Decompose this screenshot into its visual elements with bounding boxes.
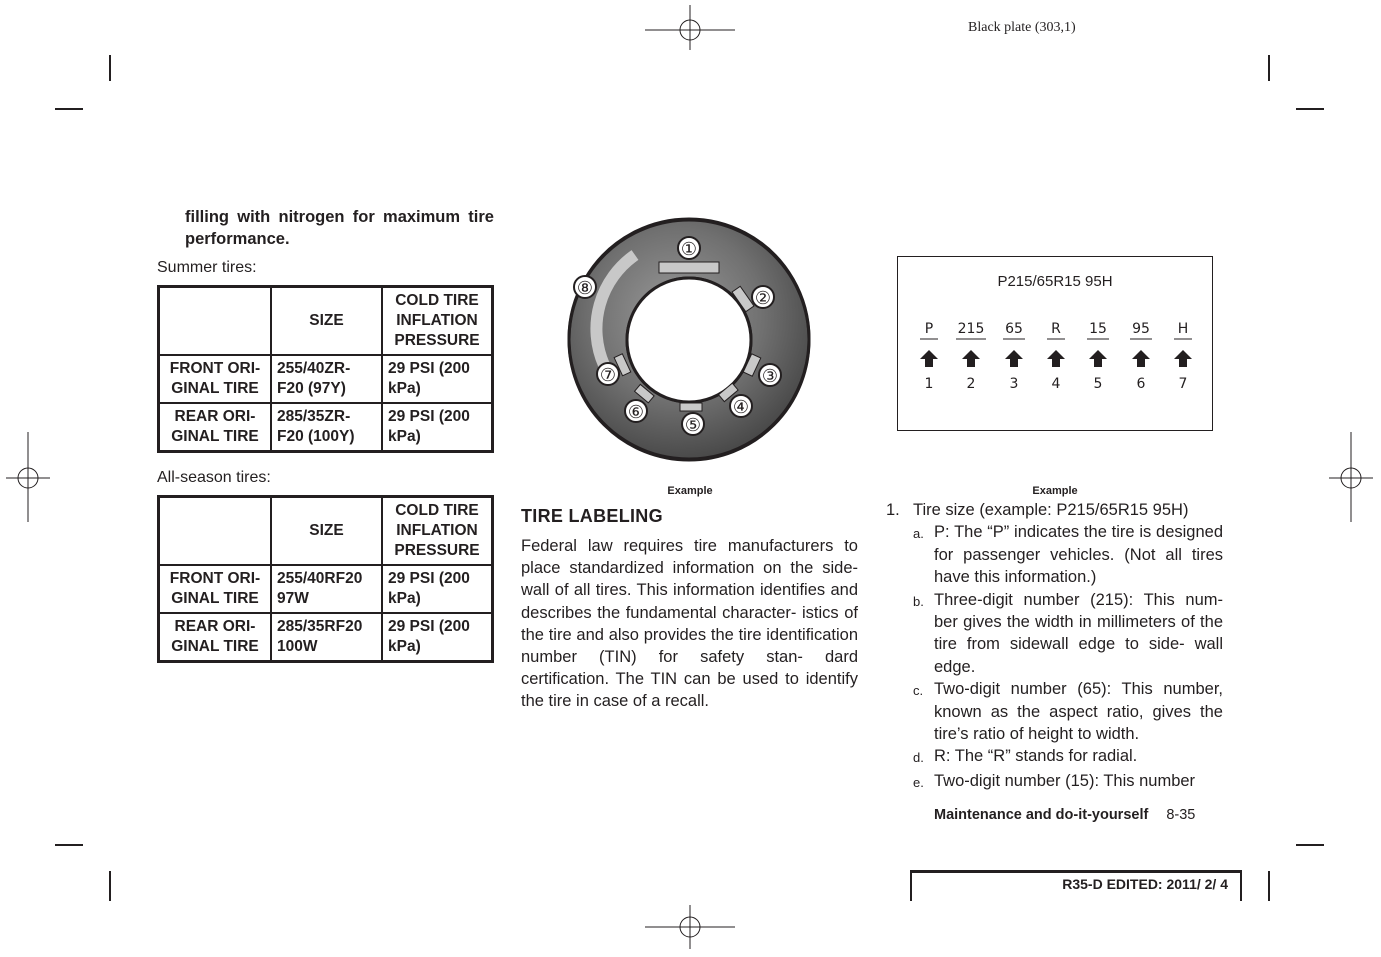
callout-1: ① bbox=[680, 239, 698, 260]
registration-mark-icon bbox=[645, 0, 735, 60]
allseason-caption: All-season tires: bbox=[157, 469, 271, 486]
tire-code-breakdown bbox=[898, 257, 1212, 430]
callout-7: ⑦ bbox=[599, 365, 617, 386]
code-part: 215 bbox=[957, 321, 985, 337]
list-item bbox=[886, 499, 1223, 521]
summer-caption: Summer tires: bbox=[157, 259, 257, 276]
edit-stamp-text: R35-D EDITED: 2011/ 2/ 4 bbox=[1062, 876, 1228, 892]
arrow-up-icon bbox=[962, 350, 980, 367]
tire-sidewall-illustration bbox=[562, 215, 817, 465]
callout-4: ④ bbox=[732, 397, 750, 418]
code-part: 15 bbox=[1089, 321, 1107, 337]
arrow-up-icon bbox=[1047, 350, 1065, 367]
crop-mark bbox=[55, 108, 83, 110]
row-label: REAR ORI- GINAL TIRE bbox=[159, 403, 272, 452]
list-subitem bbox=[886, 770, 1223, 794]
allseason-tire-table bbox=[157, 495, 494, 663]
crop-mark bbox=[109, 55, 111, 81]
table-header-cell: COLD TIRE INFLATION PRESSURE bbox=[382, 497, 493, 566]
crop-mark bbox=[1268, 55, 1270, 81]
list-number: 1. bbox=[886, 501, 900, 519]
edit-stamp bbox=[910, 870, 1242, 901]
list-title: Tire size (example: P215/65R15 95H) bbox=[913, 501, 1189, 519]
subitem-text: R: The “R” stands for radial. bbox=[934, 747, 1138, 766]
code-figure-caption: Example bbox=[1032, 485, 1078, 497]
subitem-text: Two-digit number (65): This number, known as the aspect ratio, gives the tire’s ratio of height to width. bbox=[934, 680, 1223, 744]
table-row bbox=[159, 565, 493, 613]
table-header-cell: SIZE bbox=[271, 287, 382, 356]
page-number: 8-35 bbox=[1166, 807, 1196, 823]
code-part: R bbox=[1051, 321, 1061, 337]
intro-text: filling with nitrogen for maximum tire performance. bbox=[185, 208, 494, 248]
crop-mark bbox=[109, 871, 111, 901]
subitem-text: Three-digit number (215): This num- ber gives the width in millimeters of the tire from sidewall edge to side- wall edge. bbox=[934, 590, 1223, 676]
arrow-up-icon bbox=[920, 350, 938, 367]
code-number: 6 bbox=[1136, 376, 1146, 392]
registration-mark-icon bbox=[1321, 432, 1381, 522]
size-cell: 285/35RF20 100W bbox=[271, 613, 382, 662]
subitem-letter: d. bbox=[913, 750, 924, 766]
callout-2: ② bbox=[754, 288, 772, 309]
callout-6: ⑥ bbox=[627, 402, 645, 423]
pressure-cell: 29 PSI (200 kPa) bbox=[382, 403, 493, 452]
subitem-text: Two-digit number (15): This number bbox=[934, 771, 1196, 790]
table-row bbox=[159, 613, 493, 662]
footer-section: Maintenance and do-it-yourself bbox=[934, 807, 1149, 823]
row-label: FRONT ORI- GINAL TIRE bbox=[159, 355, 272, 403]
table-header-cell bbox=[159, 497, 272, 566]
table-header-cell: COLD TIRE INFLATION PRESSURE bbox=[382, 287, 493, 356]
size-cell: 255/40ZR- F20 (97Y) bbox=[271, 355, 382, 403]
crop-mark bbox=[1296, 108, 1324, 110]
code-part: P bbox=[924, 321, 934, 337]
table-header-cell bbox=[159, 287, 272, 356]
list-subitem bbox=[886, 589, 1223, 679]
pressure-cell: 29 PSI (200 kPa) bbox=[382, 613, 493, 662]
list-subitem bbox=[886, 678, 1223, 745]
subitem-letter: b. bbox=[913, 593, 924, 609]
callout-3: ③ bbox=[761, 366, 779, 387]
code-part: 65 bbox=[1005, 321, 1023, 337]
code-number: 1 bbox=[924, 376, 934, 392]
tire-size-list bbox=[886, 499, 1223, 794]
arrow-up-icon bbox=[1089, 350, 1107, 367]
plate-label: Black plate (303,1) bbox=[968, 20, 1076, 35]
crop-mark bbox=[1296, 844, 1324, 846]
code-number: 4 bbox=[1051, 376, 1061, 392]
code-part-group bbox=[920, 321, 938, 392]
code-number: 2 bbox=[966, 376, 976, 392]
section-title: TIRE LABELING bbox=[521, 506, 663, 526]
arrow-up-icon bbox=[1005, 350, 1023, 367]
list-subitem bbox=[886, 521, 1223, 588]
registration-mark-icon bbox=[0, 432, 60, 522]
arrow-up-icon bbox=[1174, 350, 1192, 367]
arrow-up-icon bbox=[1132, 350, 1150, 367]
pressure-cell: 29 PSI (200 kPa) bbox=[382, 355, 493, 403]
section-body: Federal law requires tire manufacturers to place standardized information on the side- wall of all tires. This information identifies and describes the fundamental character- istics of the tire and also provides the tire identification number (TIN) for safety stan- dard certification. The TIN can be used to identify the tire in case of a recall. bbox=[521, 537, 858, 711]
row-label: REAR ORI- GINAL TIRE bbox=[159, 613, 272, 662]
tire-code-diagram bbox=[897, 256, 1213, 431]
size-cell: 285/35ZR- F20 (100Y) bbox=[271, 403, 382, 452]
code-number: 5 bbox=[1093, 376, 1103, 392]
page-footer bbox=[934, 807, 1195, 823]
tire-code-title: P215/65R15 95H bbox=[997, 273, 1113, 290]
subitem-letter: a. bbox=[913, 526, 924, 542]
code-part: H bbox=[1177, 321, 1189, 337]
subitem-text: P: The “P” indicates the tire is designed for passenger vehicles. (Not all tires have this information.) bbox=[934, 523, 1223, 587]
callout-5: ⑤ bbox=[684, 415, 702, 436]
code-number: 7 bbox=[1178, 376, 1188, 392]
crop-mark bbox=[1268, 871, 1270, 901]
code-part: 95 bbox=[1132, 321, 1150, 337]
subitem-letter: e. bbox=[913, 774, 924, 790]
registration-mark-icon bbox=[645, 897, 735, 957]
size-cell: 255/40RF20 97W bbox=[271, 565, 382, 613]
list-subitem bbox=[886, 745, 1223, 769]
callout-8: ⑧ bbox=[576, 278, 594, 299]
crop-mark bbox=[55, 844, 83, 846]
summer-tire-table bbox=[157, 285, 494, 453]
table-row bbox=[159, 355, 493, 403]
row-label: FRONT ORI- GINAL TIRE bbox=[159, 565, 272, 613]
subitem-letter: c. bbox=[913, 683, 924, 699]
tire-figure-caption: Example bbox=[667, 485, 713, 497]
left-column bbox=[157, 206, 494, 663]
table-header-cell: SIZE bbox=[271, 497, 382, 566]
pressure-cell: 29 PSI (200 kPa) bbox=[382, 565, 493, 613]
code-number: 3 bbox=[1009, 376, 1019, 392]
table-row bbox=[159, 403, 493, 452]
